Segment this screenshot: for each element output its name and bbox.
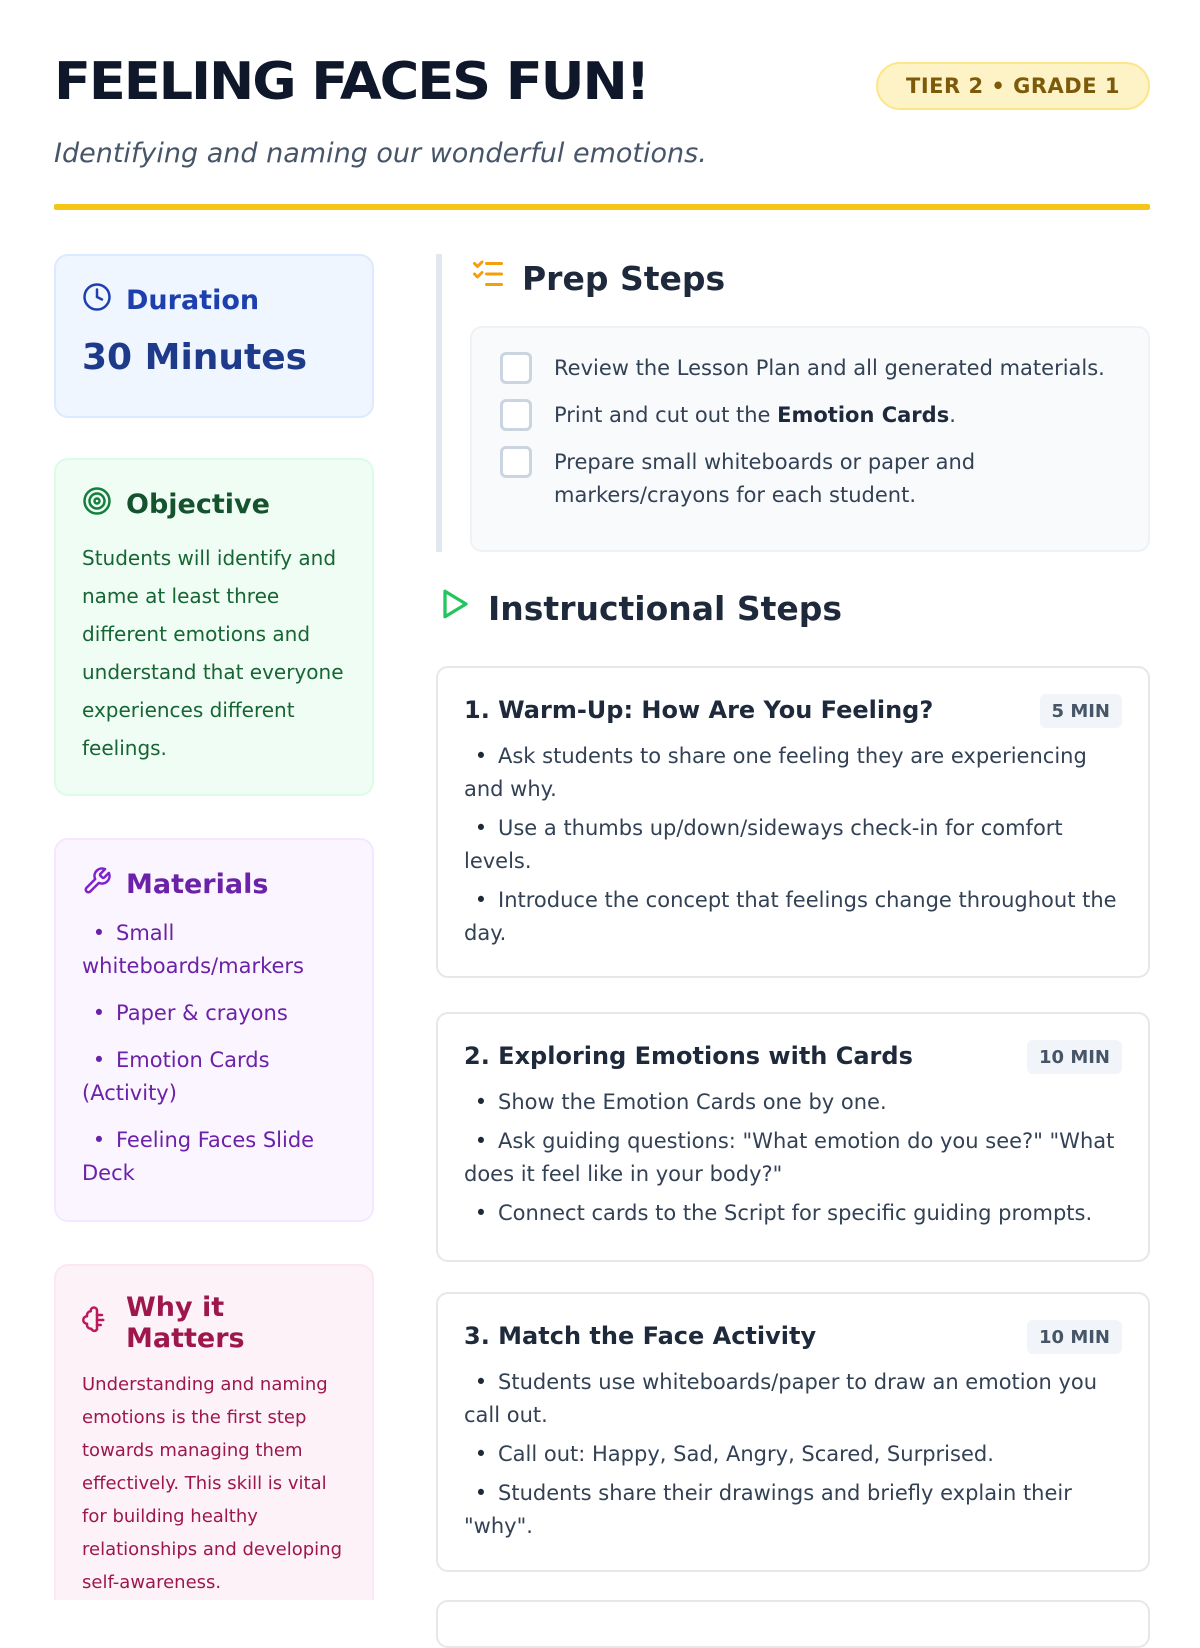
checklist-icon — [470, 256, 506, 300]
objective-card — [54, 458, 374, 796]
step-bullet: • Ask guiding questions: "What emotion do you see?" "What does it feel like in your body?" — [464, 1125, 1122, 1191]
why-card — [54, 1264, 374, 1600]
step-duration-badge: 10 MIN — [1027, 1040, 1122, 1074]
prep-item-text-end: . — [949, 403, 956, 427]
brain-icon — [82, 1305, 112, 1342]
duration-value: 30 Minutes — [82, 337, 308, 378]
wrench-icon — [82, 866, 112, 903]
prep-item-bold: Emotion Cards — [777, 403, 950, 427]
step-bullet: • Ask students to share one feeling they are experiencing and why. — [464, 740, 1122, 806]
step-bullet: • Students share their drawings and briefly explain their "why". — [464, 1477, 1122, 1543]
step-title: 1. Warm-Up: How Are You Feeling? — [464, 696, 934, 724]
lesson-page — [54, 0, 1150, 1600]
materials-item: • Feeling Faces Slide Deck — [82, 1124, 346, 1190]
step-bullet: • Call out: Happy, Sad, Angry, Scared, Surprised. — [464, 1438, 1122, 1471]
step-bullet: • Use a thumbs up/down/sideways check-in for comfort levels. — [464, 812, 1122, 878]
materials-list — [82, 917, 346, 1190]
step-duration-badge: 10 MIN — [1027, 1320, 1122, 1354]
materials-label: Materials — [126, 869, 269, 900]
prep-checkbox[interactable] — [500, 399, 532, 431]
step-bullets — [464, 740, 1122, 950]
page-title: FEELING FACES FUN! — [54, 52, 649, 112]
materials-item: • Emotion Cards (Activity) — [82, 1044, 346, 1110]
prep-item-text: Prepare small whiteboards or paper and markers/crayons for each student. — [554, 450, 976, 507]
instructional-step — [436, 1012, 1150, 1262]
prep-heading — [470, 254, 725, 302]
page-header — [54, 50, 1150, 212]
why-label: Why it Matters — [126, 1292, 245, 1354]
materials-card — [54, 838, 374, 1222]
prep-checkbox[interactable] — [500, 446, 532, 478]
step-title: 3. Match the Face Activity — [464, 1322, 817, 1350]
instructional-heading — [436, 582, 842, 634]
instructional-step — [436, 1292, 1150, 1572]
instructional-step — [436, 666, 1150, 978]
prep-checklist — [470, 326, 1150, 552]
objective-label: Objective — [126, 489, 270, 520]
materials-item: • Paper & crayons — [82, 997, 346, 1030]
prep-item — [500, 352, 1120, 385]
play-icon — [436, 586, 472, 630]
step-bullet: • Students use whiteboards/paper to draw an emotion you call out. — [464, 1366, 1122, 1432]
step-bullet: • Connect cards to the Script for specific guiding prompts. — [464, 1197, 1122, 1230]
duration-label: Duration — [126, 285, 260, 316]
clock-icon — [82, 282, 112, 319]
page-subtitle: Identifying and naming our wonderful emotions. — [54, 138, 707, 169]
step-bullet: • Show the Emotion Cards one by one. — [464, 1086, 1122, 1119]
header-divider — [54, 204, 1150, 210]
prep-item — [500, 399, 1120, 432]
objective-text: Students will identify and name at least three different emotions and understand that everyone experiences different feelings. — [82, 546, 344, 760]
step-bullets — [464, 1366, 1122, 1543]
materials-item: • Small whiteboards/markers — [82, 917, 346, 983]
tier-grade-badge: TIER 2 • GRADE 1 — [876, 62, 1150, 110]
step-bullet: • Introduce the concept that feelings change throughout the day. — [464, 884, 1122, 950]
prep-checkbox[interactable] — [500, 352, 532, 384]
duration-card — [54, 254, 374, 418]
prep-section — [436, 254, 1150, 552]
prep-label: Prep Steps — [522, 258, 726, 298]
target-icon — [82, 486, 112, 523]
step-duration-badge: 5 MIN — [1040, 694, 1122, 728]
step-title: 2. Exploring Emotions with Cards — [464, 1042, 913, 1070]
why-text: Understanding and naming emotions is the first step towards managing them effectively. This skill is vital for building healthy relationships and developing self-awareness. — [82, 1374, 342, 1593]
prep-item-text: Review the Lesson Plan and all generated materials. — [554, 356, 1105, 380]
prep-item — [500, 446, 1120, 512]
instructional-step-next — [436, 1600, 1150, 1648]
step-bullets — [464, 1086, 1122, 1230]
prep-item-text: Print and cut out the — [554, 403, 778, 427]
instructional-label: Instructional Steps — [488, 588, 843, 628]
